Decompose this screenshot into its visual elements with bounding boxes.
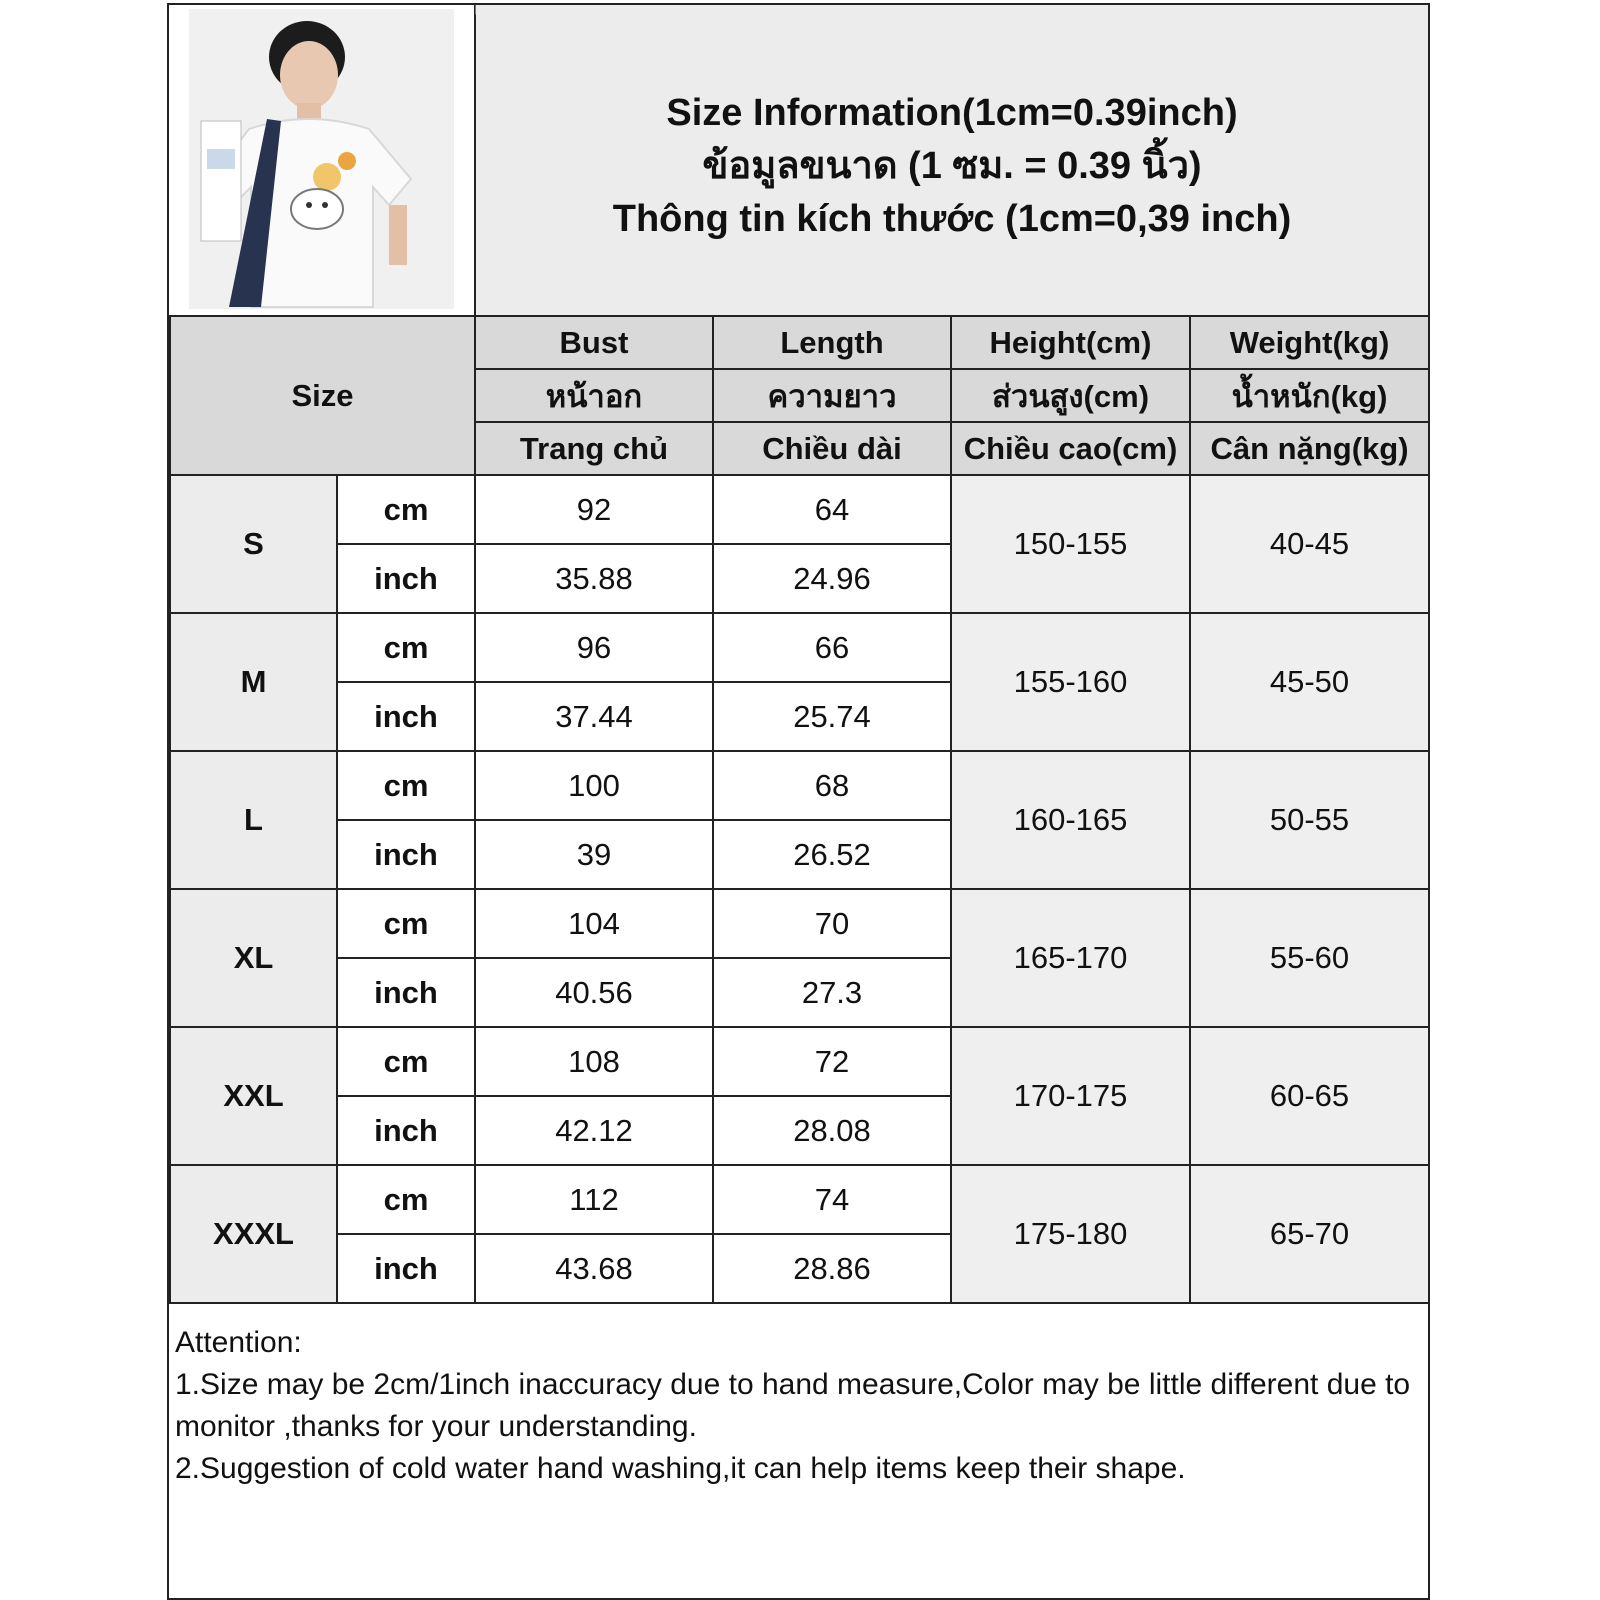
product-photo-cell bbox=[169, 5, 476, 315]
table-row bbox=[170, 613, 1429, 682]
unit-inch: inch bbox=[337, 958, 475, 1027]
length-inch: 27.3 bbox=[713, 958, 951, 1027]
unit-cm: cm bbox=[337, 1027, 475, 1096]
col-bust-en: Bust bbox=[475, 316, 713, 369]
col-weight-vi: Cân nặng(kg) bbox=[1190, 422, 1429, 475]
attention-notes bbox=[169, 1318, 1428, 1598]
length-cm: 68 bbox=[713, 751, 951, 820]
length-inch: 25.74 bbox=[713, 682, 951, 751]
height-range: 170-175 bbox=[951, 1027, 1190, 1165]
bust-inch: 43.68 bbox=[475, 1234, 713, 1303]
length-cm: 66 bbox=[713, 613, 951, 682]
height-range: 165-170 bbox=[951, 889, 1190, 1027]
unit-cm: cm bbox=[337, 475, 475, 544]
col-length-th: ความยาว bbox=[713, 369, 951, 422]
bust-cm: 108 bbox=[475, 1027, 713, 1096]
weight-range: 50-55 bbox=[1190, 751, 1429, 889]
unit-cm: cm bbox=[337, 1165, 475, 1234]
col-height-vi: Chiều cao(cm) bbox=[951, 422, 1190, 475]
height-range: 160-165 bbox=[951, 751, 1190, 889]
size-label: XL bbox=[170, 889, 337, 1027]
length-inch: 26.52 bbox=[713, 820, 951, 889]
bust-cm: 104 bbox=[475, 889, 713, 958]
model-photo-icon bbox=[189, 9, 454, 309]
height-range: 175-180 bbox=[951, 1165, 1190, 1303]
size-header: Size bbox=[170, 316, 475, 475]
length-inch: 28.08 bbox=[713, 1096, 951, 1165]
title-cell bbox=[476, 5, 1428, 315]
title-thai: ข้อมูลขนาด (1 ซม. = 0.39 นิ้ว) bbox=[702, 145, 1202, 187]
length-cm: 72 bbox=[713, 1027, 951, 1096]
notes-line-2: 2.Suggestion of cold water hand washing,it can help items keep their shape. bbox=[175, 1452, 1186, 1485]
height-range: 155-160 bbox=[951, 613, 1190, 751]
unit-cm: cm bbox=[337, 889, 475, 958]
bust-inch: 40.56 bbox=[475, 958, 713, 1027]
bust-inch: 39 bbox=[475, 820, 713, 889]
tshirt-model-photo bbox=[189, 9, 454, 309]
size-label: L bbox=[170, 751, 337, 889]
bust-cm: 92 bbox=[475, 475, 713, 544]
length-inch: 28.86 bbox=[713, 1234, 951, 1303]
length-cm: 64 bbox=[713, 475, 951, 544]
weight-range: 65-70 bbox=[1190, 1165, 1429, 1303]
col-weight-en: Weight(kg) bbox=[1190, 316, 1429, 369]
weight-range: 60-65 bbox=[1190, 1027, 1429, 1165]
unit-cm: cm bbox=[337, 613, 475, 682]
size-chart bbox=[167, 3, 1430, 1600]
bust-inch: 35.88 bbox=[475, 544, 713, 613]
weight-range: 45-50 bbox=[1190, 613, 1429, 751]
height-range: 150-155 bbox=[951, 475, 1190, 613]
col-bust-th: หน้าอก bbox=[475, 369, 713, 422]
size-label: XXXL bbox=[170, 1165, 337, 1303]
col-length-en: Length bbox=[713, 316, 951, 369]
table-row bbox=[170, 889, 1429, 958]
bust-cm: 96 bbox=[475, 613, 713, 682]
bust-inch: 42.12 bbox=[475, 1096, 713, 1165]
unit-inch: inch bbox=[337, 544, 475, 613]
bust-cm: 100 bbox=[475, 751, 713, 820]
size-label: M bbox=[170, 613, 337, 751]
col-weight-th: น้ำหนัก(kg) bbox=[1190, 369, 1429, 422]
col-height-th: ส่วนสูง(cm) bbox=[951, 369, 1190, 422]
length-inch: 24.96 bbox=[713, 544, 951, 613]
notes-line-1: 1.Size may be 2cm/1inch inaccuracy due to hand measure,Color may be little different due to monitor ,thanks for your understanding. bbox=[175, 1368, 1411, 1443]
table-row bbox=[170, 1165, 1429, 1234]
size-label: XXL bbox=[170, 1027, 337, 1165]
title-vietnamese: Thông tin kích thước (1cm=0,39 inch) bbox=[612, 198, 1292, 240]
weight-range: 55-60 bbox=[1190, 889, 1429, 1027]
header-row-english bbox=[170, 316, 1429, 369]
unit-inch: inch bbox=[337, 1096, 475, 1165]
title-english: Size Information(1cm=0.39inch) bbox=[666, 92, 1238, 134]
table-row bbox=[170, 475, 1429, 544]
length-cm: 70 bbox=[713, 889, 951, 958]
unit-inch: inch bbox=[337, 1234, 475, 1303]
length-cm: 74 bbox=[713, 1165, 951, 1234]
col-height-en: Height(cm) bbox=[951, 316, 1190, 369]
size-table bbox=[169, 315, 1430, 1304]
col-bust-vi: Trang chủ bbox=[475, 422, 713, 475]
unit-inch: inch bbox=[337, 820, 475, 889]
table-row bbox=[170, 1027, 1429, 1096]
col-length-vi: Chiều dài bbox=[713, 422, 951, 475]
size-label: S bbox=[170, 475, 337, 613]
unit-cm: cm bbox=[337, 751, 475, 820]
bust-cm: 112 bbox=[475, 1165, 713, 1234]
table-row bbox=[170, 751, 1429, 820]
bust-inch: 37.44 bbox=[475, 682, 713, 751]
weight-range: 40-45 bbox=[1190, 475, 1429, 613]
notes-heading: Attention: bbox=[175, 1326, 302, 1359]
unit-inch: inch bbox=[337, 682, 475, 751]
